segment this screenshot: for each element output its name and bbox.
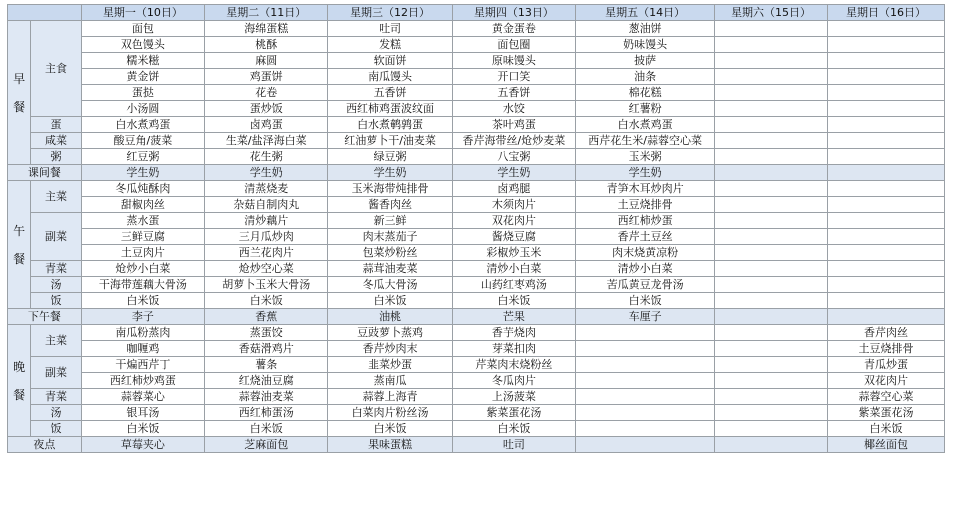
- menu-cell: 学生奶: [205, 165, 328, 181]
- menu-cell: [827, 165, 944, 181]
- menu-cell: 清炒藕片: [205, 213, 328, 229]
- table-row: [8, 357, 945, 373]
- table-row: [8, 325, 945, 341]
- menu-cell: 西芹花生米/蒜蓉空心菜: [576, 133, 715, 149]
- table-row: [8, 5, 945, 21]
- menu-cell: 吐司: [452, 437, 575, 453]
- menu-cell: 蛋炒饭: [205, 101, 328, 117]
- category-label: 主菜: [31, 181, 82, 213]
- table-row: [8, 245, 945, 261]
- menu-cell: 西兰花肉片: [205, 245, 328, 261]
- menu-cell: 清蒸烧麦: [205, 181, 328, 197]
- menu-cell: 南瓜馒头: [328, 69, 452, 85]
- menu-cell: [715, 277, 828, 293]
- menu-cell: 三鲜豆腐: [81, 229, 204, 245]
- meal-label: 课间餐: [8, 165, 82, 181]
- menu-cell: 香芹炒肉末: [328, 341, 452, 357]
- menu-cell: 香芹土豆丝: [576, 229, 715, 245]
- category-label: 青菜: [31, 261, 82, 277]
- menu-cell: 披萨: [576, 53, 715, 69]
- menu-cell: [715, 101, 828, 117]
- menu-cell: 干煸西芹丁: [81, 357, 204, 373]
- menu-cell: [576, 405, 715, 421]
- menu-cell: 上汤菠菜: [452, 389, 575, 405]
- table-row: [8, 437, 945, 453]
- menu-cell: [827, 117, 944, 133]
- table-row: [8, 133, 945, 149]
- menu-cell: 红豆粥: [81, 149, 204, 165]
- menu-cell: [715, 197, 828, 213]
- menu-cell: [827, 85, 944, 101]
- menu-cell: [827, 21, 944, 37]
- menu-cell: 咖喱鸡: [81, 341, 204, 357]
- meal-char: 晚: [13, 359, 26, 374]
- menu-cell: 蒸水蛋: [81, 213, 204, 229]
- menu-cell: 软面饼: [328, 53, 452, 69]
- menu-cell: 草莓夹心: [81, 437, 204, 453]
- menu-cell: 葱油饼: [576, 21, 715, 37]
- menu-cell: 玉米海带炖排骨: [328, 181, 452, 197]
- menu-cell: 冬瓜肉片: [452, 373, 575, 389]
- menu-cell: 黄金饼: [81, 69, 204, 85]
- menu-cell: 彩椒炒玉米: [452, 245, 575, 261]
- day-header: 星期六（15日）: [715, 5, 828, 21]
- menu-cell: [827, 309, 944, 325]
- menu-cell: 桃酥: [205, 37, 328, 53]
- category-label: 饭: [31, 293, 82, 309]
- menu-cell: 青瓜炒蛋: [827, 357, 944, 373]
- category-label: 副菜: [31, 357, 82, 389]
- menu-cell: 白米饭: [81, 293, 204, 309]
- menu-cell: [715, 309, 828, 325]
- menu-cell: [576, 325, 715, 341]
- menu-cell: [827, 261, 944, 277]
- menu-cell: [827, 197, 944, 213]
- menu-cell: 甜椒肉丝: [81, 197, 204, 213]
- meal-label-text: [12, 217, 26, 273]
- menu-cell: 蒜茸油麦菜: [328, 261, 452, 277]
- menu-cell: [715, 373, 828, 389]
- menu-cell: 白米饭: [205, 421, 328, 437]
- menu-cell: 紫菜蛋花汤: [452, 405, 575, 421]
- day-header: 星期四（13日）: [452, 5, 575, 21]
- menu-cell: [715, 325, 828, 341]
- category-label: 副菜: [31, 213, 82, 261]
- day-header: 星期一（10日）: [81, 5, 204, 21]
- table-row: [8, 293, 945, 309]
- menu-cell: [576, 373, 715, 389]
- meal-char: 餐: [13, 387, 26, 402]
- menu-cell: [715, 165, 828, 181]
- menu-cell: 茶叶鸡蛋: [452, 117, 575, 133]
- category-label: 青菜: [31, 389, 82, 405]
- menu-cell: 原味馒头: [452, 53, 575, 69]
- menu-cell: 蛋挞: [81, 85, 204, 101]
- category-label: 粥: [31, 149, 82, 165]
- menu-cell: 海绵蛋糕: [205, 21, 328, 37]
- meal-label-text: [12, 65, 26, 121]
- table-row: [8, 389, 945, 405]
- menu-cell: 木须肉片: [452, 197, 575, 213]
- menu-cell: 面包: [81, 21, 204, 37]
- menu-cell: 香芹海带丝/炝炒麦菜: [452, 133, 575, 149]
- menu-cell: 红薯粉: [576, 101, 715, 117]
- menu-cell: 苦瓜黄豆龙骨汤: [576, 277, 715, 293]
- day-header: 星期二（11日）: [205, 5, 328, 21]
- menu-cell: 小汤圆: [81, 101, 204, 117]
- menu-cell: [827, 181, 944, 197]
- menu-cell: 酱香肉丝: [328, 197, 452, 213]
- meal-char: 餐: [13, 251, 26, 266]
- menu-cell: 花生粥: [205, 149, 328, 165]
- menu-cell: 学生奶: [328, 165, 452, 181]
- menu-cell: [715, 37, 828, 53]
- menu-cell: [576, 389, 715, 405]
- menu-cell: 果味蛋糕: [328, 437, 452, 453]
- menu-cell: 学生奶: [452, 165, 575, 181]
- menu-cell: [715, 53, 828, 69]
- menu-cell: 李子: [81, 309, 204, 325]
- menu-cell: [827, 293, 944, 309]
- meal-label: 夜点: [8, 437, 82, 453]
- menu-cell: 面包圈: [452, 37, 575, 53]
- menu-cell: 白水煮鹌鹑蛋: [328, 117, 452, 133]
- menu-cell: 白米饭: [452, 293, 575, 309]
- menu-cell: 西红柿鸡蛋波纹面: [328, 101, 452, 117]
- menu-cell: 白水煮鸡蛋: [81, 117, 204, 133]
- meal-label: 下午餐: [8, 309, 82, 325]
- menu-cell: [715, 437, 828, 453]
- day-header: 星期三（12日）: [328, 5, 452, 21]
- menu-cell: 油条: [576, 69, 715, 85]
- menu-cell: [715, 405, 828, 421]
- menu-cell: 卤鸡腿: [452, 181, 575, 197]
- menu-cell: 肉末烧黄凉粉: [576, 245, 715, 261]
- menu-cell: 蒜蓉油麦菜: [205, 389, 328, 405]
- menu-cell: 白米饭: [576, 293, 715, 309]
- menu-cell: 鸡蛋饼: [205, 69, 328, 85]
- menu-cell: 奶味馒头: [576, 37, 715, 53]
- menu-cell: [715, 149, 828, 165]
- menu-cell: [827, 245, 944, 261]
- menu-cell: [715, 421, 828, 437]
- menu-cell: [827, 53, 944, 69]
- menu-cell: 白米饭: [452, 421, 575, 437]
- menu-cell: 杂菇自制肉丸: [205, 197, 328, 213]
- category-label: 蛋: [31, 117, 82, 133]
- menu-cell: 水饺: [452, 101, 575, 117]
- table-row: [8, 37, 945, 53]
- meal-char: 早: [13, 71, 26, 86]
- menu-cell: 酱烧豆腐: [452, 229, 575, 245]
- menu-cell: 八宝粥: [452, 149, 575, 165]
- menu-cell: [715, 341, 828, 357]
- menu-cell: 芽菜扣肉: [452, 341, 575, 357]
- menu-cell: [827, 149, 944, 165]
- menu-cell: 炝炒空心菜: [205, 261, 328, 277]
- menu-cell: [715, 229, 828, 245]
- menu-cell: 干海带莲藕大骨汤: [81, 277, 204, 293]
- menu-cell: 棉花糕: [576, 85, 715, 101]
- menu-cell: 山药红枣鸡汤: [452, 277, 575, 293]
- menu-cell: [715, 261, 828, 277]
- menu-cell: 吐司: [328, 21, 452, 37]
- menu-cell: 香菇滑鸡片: [205, 341, 328, 357]
- menu-cell: 五香饼: [328, 85, 452, 101]
- meal-label: [8, 325, 31, 437]
- menu-cell: [715, 213, 828, 229]
- menu-cell: [576, 341, 715, 357]
- menu-cell: 冬瓜炖酥肉: [81, 181, 204, 197]
- table-row: [8, 341, 945, 357]
- category-label: 汤: [31, 405, 82, 421]
- table-row: [8, 53, 945, 69]
- menu-cell: 西红柿炒鸡蛋: [81, 373, 204, 389]
- menu-cell: [827, 133, 944, 149]
- menu-cell: 学生奶: [81, 165, 204, 181]
- category-label: 主菜: [31, 325, 82, 357]
- menu-cell: 蒸南瓜: [328, 373, 452, 389]
- menu-cell: 开口笑: [452, 69, 575, 85]
- menu-cell: 土豆烧排骨: [827, 341, 944, 357]
- menu-cell: 韭菜炒蛋: [328, 357, 452, 373]
- menu-cell: 土豆肉片: [81, 245, 204, 261]
- menu-cell: 三月瓜炒肉: [205, 229, 328, 245]
- menu-cell: 冬瓜大骨汤: [328, 277, 452, 293]
- menu-cell: 清炒小白菜: [452, 261, 575, 277]
- category-label: 主食: [31, 21, 82, 117]
- menu-cell: 白米饭: [205, 293, 328, 309]
- menu-cell: 白米饭: [827, 421, 944, 437]
- menu-cell: [715, 69, 828, 85]
- menu-cell: [827, 277, 944, 293]
- menu-cell: 白米饭: [328, 421, 452, 437]
- menu-cell: [576, 421, 715, 437]
- menu-cell: 酸豆角/菠菜: [81, 133, 204, 149]
- table-row: [8, 309, 945, 325]
- table-row: [8, 373, 945, 389]
- menu-cell: 黄金蛋卷: [452, 21, 575, 37]
- menu-cell: 肉末蒸茄子: [328, 229, 452, 245]
- menu-cell: 芒果: [452, 309, 575, 325]
- menu-cell: 学生奶: [576, 165, 715, 181]
- menu-cell: 清炒小白菜: [576, 261, 715, 277]
- menu-cell: 芹菜肉末烧粉丝: [452, 357, 575, 373]
- table-row: [8, 197, 945, 213]
- table-row: [8, 261, 945, 277]
- table-row: [8, 21, 945, 37]
- menu-cell: [715, 181, 828, 197]
- menu-cell: 蒸蛋饺: [205, 325, 328, 341]
- menu-cell: [715, 21, 828, 37]
- menu-cell: [715, 133, 828, 149]
- menu-cell: 蒜蓉空心菜: [827, 389, 944, 405]
- meal-label-text: [12, 353, 26, 409]
- menu-cell: 双花肉片: [827, 373, 944, 389]
- menu-cell: 胡萝卜玉米大骨汤: [205, 277, 328, 293]
- menu-cell: 青笋木耳炒肉片: [576, 181, 715, 197]
- menu-cell: 蒜蓉菜心: [81, 389, 204, 405]
- weekly-menu-table: [7, 4, 945, 453]
- menu-cell: 炝炒小白菜: [81, 261, 204, 277]
- menu-cell: 新三鲜: [328, 213, 452, 229]
- menu-cell: 花卷: [205, 85, 328, 101]
- menu-cell: [576, 357, 715, 373]
- menu-cell: [576, 437, 715, 453]
- menu-cell: 豆豉萝卜蒸鸡: [328, 325, 452, 341]
- menu-cell: 发糕: [328, 37, 452, 53]
- menu-cell: 西红柿炒蛋: [576, 213, 715, 229]
- table-row: [8, 213, 945, 229]
- menu-cell: 土豆烧排骨: [576, 197, 715, 213]
- day-header: 星期五（14日）: [576, 5, 715, 21]
- menu-cell: 卤鸡蛋: [205, 117, 328, 133]
- menu-cell: 绿豆粥: [328, 149, 452, 165]
- menu-cell: [715, 293, 828, 309]
- menu-cell: [827, 229, 944, 245]
- menu-cell: 椰丝面包: [827, 437, 944, 453]
- menu-cell: 蒜蓉上海青: [328, 389, 452, 405]
- menu-cell: [827, 213, 944, 229]
- menu-cell: 玉米粥: [576, 149, 715, 165]
- table-row: [8, 181, 945, 197]
- table-row: [8, 229, 945, 245]
- menu-cell: 双花肉片: [452, 213, 575, 229]
- menu-cell: 紫菜蛋花汤: [827, 405, 944, 421]
- menu-cell: [715, 117, 828, 133]
- menu-cell: [715, 357, 828, 373]
- category-label: 咸菜: [31, 133, 82, 149]
- table-row: [8, 149, 945, 165]
- menu-cell: [827, 37, 944, 53]
- menu-cell: 西红柿蛋汤: [205, 405, 328, 421]
- menu-cell: 白水煮鸡蛋: [576, 117, 715, 133]
- menu-cell: 香蕉: [205, 309, 328, 325]
- menu-cell: [715, 389, 828, 405]
- menu-cell: [715, 85, 828, 101]
- table-row: [8, 165, 945, 181]
- menu-cell: 双色馒头: [81, 37, 204, 53]
- menu-cell: 车厘子: [576, 309, 715, 325]
- menu-cell: 五香饼: [452, 85, 575, 101]
- day-header: 星期日（16日）: [827, 5, 944, 21]
- meal-char: 餐: [13, 99, 26, 114]
- menu-cell: 芝麻面包: [205, 437, 328, 453]
- table-row: [8, 117, 945, 133]
- menu-cell: 红烧油豆腐: [205, 373, 328, 389]
- table-row: [8, 277, 945, 293]
- table-row: [8, 101, 945, 117]
- meal-char: 午: [13, 223, 26, 238]
- menu-cell: 白菜肉片粉丝汤: [328, 405, 452, 421]
- meal-label: [8, 21, 31, 165]
- menu-cell: 麻圆: [205, 53, 328, 69]
- menu-cell: [715, 245, 828, 261]
- menu-cell: 生菜/盐泽海白菜: [205, 133, 328, 149]
- menu-cell: 香芹肉丝: [827, 325, 944, 341]
- table-row: [8, 69, 945, 85]
- category-label: 汤: [31, 277, 82, 293]
- menu-cell: [827, 69, 944, 85]
- menu-cell: 糯米糍: [81, 53, 204, 69]
- table-row: [8, 421, 945, 437]
- menu-cell: 香芋烧肉: [452, 325, 575, 341]
- menu-cell: 薯条: [205, 357, 328, 373]
- menu-cell: 包菜炒粉丝: [328, 245, 452, 261]
- category-label: 饭: [31, 421, 82, 437]
- table-row: [8, 85, 945, 101]
- menu-cell: 白米饭: [81, 421, 204, 437]
- menu-cell: 白米饭: [328, 293, 452, 309]
- menu-cell: 银耳汤: [81, 405, 204, 421]
- header-corner: [8, 5, 82, 21]
- meal-label: [8, 181, 31, 309]
- menu-cell: [827, 101, 944, 117]
- menu-cell: 南瓜粉蒸肉: [81, 325, 204, 341]
- menu-cell: 红油萝卜干/油麦菜: [328, 133, 452, 149]
- table-row: [8, 405, 945, 421]
- menu-cell: 油桃: [328, 309, 452, 325]
